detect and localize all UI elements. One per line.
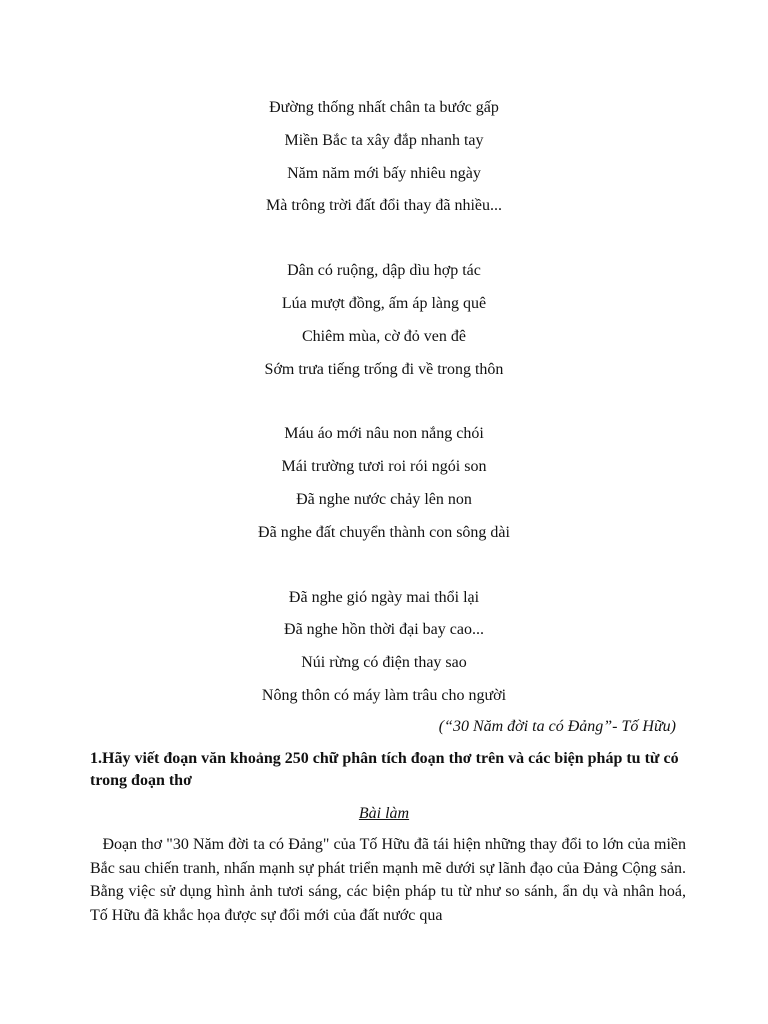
poem-line: Máu áo mới nâu non nắng chói — [284, 425, 484, 443]
poem-line: Đã nghe đất chuyển thành con sông dài — [258, 523, 510, 541]
poem-line: Mái trường tươi roi rói ngói son — [281, 458, 487, 476]
answer-paragraph: Đoạn thơ "30 Năm đời ta có Đảng" của Tố Hữu đã tái hiện những thay đổi to lớn của miền Bắc sau chiến tranh, nhấn mạnh sự phát triển mạnh mẽ dưới sự lãnh đạo của Đảng Cộng sản. Bằng việc sử dụng hình ảnh tươi sáng, các biện pháp tu từ như so sánh, ẩn dụ và nhân hoá, Tố Hữu đã khắc họa được sự đổi mới của đất nước qua — [90, 836, 691, 924]
question-prompt: 1.Hãy viết đoạn văn khoảng 250 chữ phân tích đoạn thơ trên và các biện pháp tu từ có trong đoạn thơ — [90, 750, 679, 789]
stanza-2 — [0, 255, 768, 386]
poem-line: Đã nghe hồn thời đại bay cao... — [284, 621, 484, 639]
poem-line: Dân có ruộng, dập dìu hợp tác — [287, 262, 481, 280]
answer-heading: Bài làm — [358, 805, 410, 822]
stanza-1 — [0, 92, 768, 223]
poem-line: Đường thống nhất chân ta bước gấp — [269, 99, 499, 116]
poem-line: Chiêm mùa, cờ đỏ ven đê — [302, 327, 466, 345]
poem-line: Năm năm mới bấy nhiêu ngày — [287, 164, 481, 182]
poem-line: Miền Bắc ta xây đắp nhanh tay — [284, 131, 484, 149]
poem — [0, 92, 768, 713]
poem-line: Mà trông trời đất đổi thay đã nhiều... — [266, 197, 502, 215]
poem-line: Đã nghe nước chảy lên non — [296, 490, 472, 508]
stanza-4 — [0, 582, 768, 713]
poem-attribution: (“30 Năm đời ta có Đảng”- Tố Hữu) — [438, 718, 676, 735]
poem-line: Núi rừng có điện thay sao — [301, 654, 467, 672]
poem-line: Đã nghe gió ngày mai thổi lại — [288, 588, 480, 606]
poem-line: Lúa mượt đồng, ấm áp làng quê — [281, 294, 487, 312]
poem-line: Sớm trưa tiếng trống đi về trong thôn — [264, 360, 504, 378]
poem-line: Nông thôn có máy làm trâu cho người — [261, 686, 507, 704]
stanza-3 — [0, 418, 768, 549]
